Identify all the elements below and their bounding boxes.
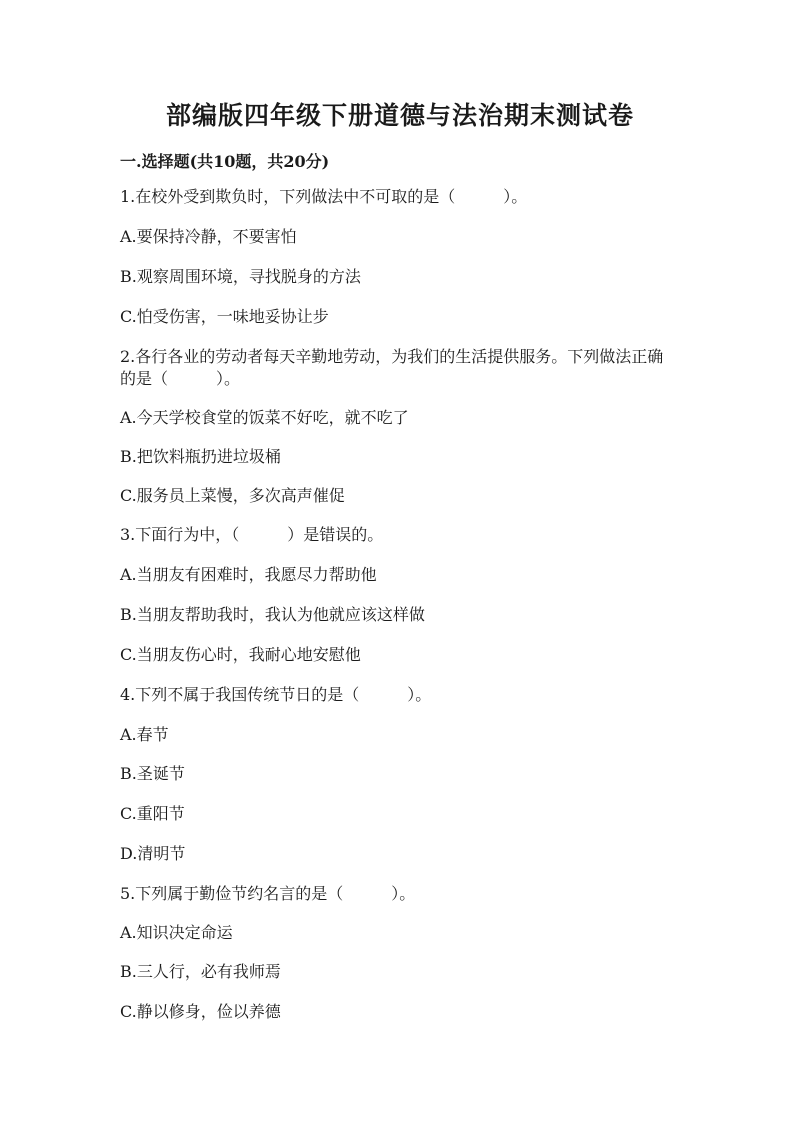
question-3-option-c: C.当朋友伤心时，我耐心地安慰他	[120, 645, 361, 664]
question-1-stem: 1.在校外受到欺负时，下列做法中不可取的是（ ）。	[120, 187, 528, 206]
question-3-option-b: B.当朋友帮助我时，我认为他就应该这样做	[120, 605, 425, 624]
question-1-option-c: C.怕受伤害，一味地妥协让步	[120, 307, 329, 326]
page-title: 部编版四年级下册道德与法治期末测试卷	[165, 101, 634, 130]
question-4-stem: 4.下列不属于我国传统节日的是（ ）。	[120, 685, 432, 704]
question-1-option-a: A.要保持冷静，不要害怕	[120, 227, 297, 246]
question-3-stem: 3.下面行为中，（ ）是错误的。	[120, 525, 384, 544]
question-5-stem: 5.下列属于勤俭节约名言的是（ ）。	[120, 884, 416, 903]
question-3-option-a: A.当朋友有困难时，我愿尽力帮助他	[120, 565, 377, 584]
question-4-option-d: D.清明节	[120, 844, 186, 863]
question-4-option-c: C.重阳节	[120, 804, 185, 823]
question-4-option-b: B.圣诞节	[120, 764, 185, 783]
question-2-option-a: A.今天学校食堂的饭菜不好吃，就不吃了	[120, 408, 409, 427]
section-heading: 一.选择题(共10题，共20分)	[120, 152, 330, 171]
question-5-option-c: C.静以修身，俭以养德	[120, 1002, 281, 1021]
question-5-option-a: A.知识决定命运	[120, 923, 233, 942]
question-1-option-b: B.观察周围环境，寻找脱身的方法	[120, 267, 361, 286]
question-2-option-c: C.服务员上菜慢，多次高声催促	[120, 486, 345, 505]
question-2-option-b: B.把饮料瓶扔进垃圾桶	[120, 447, 281, 466]
question-5-option-b: B.三人行，必有我师焉	[120, 962, 281, 981]
question-4-option-a: A.春节	[120, 725, 169, 744]
question-2-stem-line1: 2.各行各业的劳动者每天辛勤地劳动，为我们的生活提供服务。下列做法正确	[120, 347, 664, 366]
question-2-stem-line2: 的是（ ）。	[120, 369, 241, 388]
